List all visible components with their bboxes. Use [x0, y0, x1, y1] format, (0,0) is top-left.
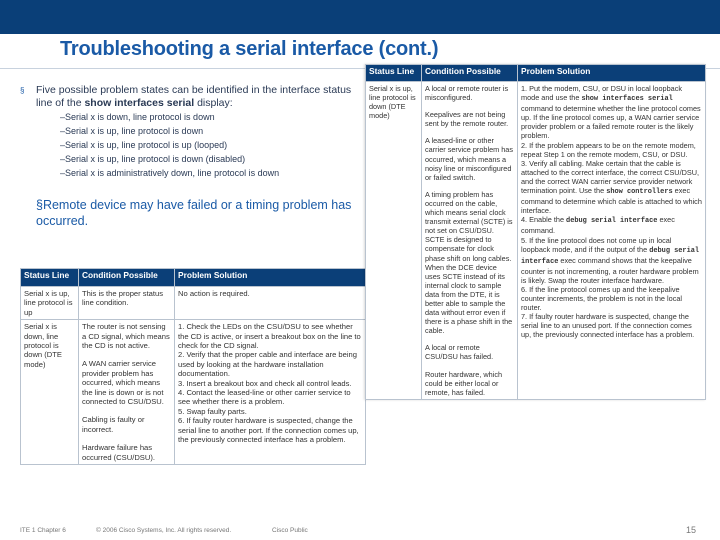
solution-cell: No action is required. [175, 287, 366, 320]
solution-cell: 1. Check the LEDs on the CSU/DSU to see whether the CD is active, or insert a breakout box on the line to check for the CD signal. 2. Verify that the proper cable and interface are being used by looking at the hardware installation documentation. 3. Insert a breakout box and check all control leads. 4. Contact the leased-line or other carrier service to see whether there is a problem. 5. Swap faulty parts. 6. If faulty router hardware is suspected, change the serial line to another port. If the connection comes up, the previously connected interface has a problem. [175, 320, 366, 465]
status-table-right [365, 64, 706, 400]
page-number: 15 [686, 525, 697, 535]
solution-cell: 1. Put the modem, CSU, or DSU in local loopback mode and use the show interfaces serial command to determine whether the line protocol comes up. If the line protocol comes up, a WAN carrier service provider problem or a failed remote router is the likely problem. 2. If the problem appears to be on the remote modem, repeat Step 1 on the remote modem, CSU, or DSU. 3. Verify all cabling. Make certain that the cable is attached to the correct interface, the correct CSU/DSU, and the correct WAN carrier service provider network termination point. Use the show controllers exec command to determine which cable is attached to which interface. 4. Enable the debug serial interface exec command. 5. If the line protocol does not come up in local loopback mode, and if the output of the debug serial interface exec command shows that the keepalive counter is not incrementing, a router hardware problem is likely. Swap the router interface hardware. 6. If the line protocol comes up and the keepalive counter increments, the problem is not in the local router. 7. If faulty router hardware is suspected, change the serial line to an unused port. If the connection comes up, the previously connected interface has a problem. [518, 82, 706, 400]
header-solution: Problem Solution [175, 269, 366, 287]
cmd-show-controllers: show controllers [606, 188, 673, 197]
header-status-line: Status Line [366, 65, 422, 82]
status-cell: Serial x is up, line protocol is down (DTE mode) [366, 82, 422, 400]
condition-cell: A local or remote router is misconfigured. Keepalives are not being sent by the remote router. A leased-line or other carrier service problem has occurred, which means a noisy line or misconfigured or failed switch. A timing problem has occurred on the cable, which means serial clock transmit external (SCTE) is not set on CSU/DSU. SCTE is designed to compensate for clock phase shift on long cables. When the DCE device uses SCTE instead of its internal clock to sample data from the DTE, it is better able to sample the data without error even if there is a phase shift in the cable. A local or remote CSU/DSU has failed. Router hardware, which could be either local or remote, has failed. [422, 82, 518, 400]
list-item: –Serial x is up, line protocol is down (disabled) [60, 154, 246, 164]
show-interfaces-command: show interfaces serial [84, 97, 195, 109]
condition-cell: This is the proper status line condition. [79, 287, 175, 320]
bullet-icon: § [20, 86, 25, 95]
problem-states-list [60, 110, 360, 180]
header-solution: Problem Solution [518, 65, 706, 82]
slide-title: Troubleshooting a serial interface (cont.) [60, 38, 439, 60]
header-status-line: Status Line [21, 269, 79, 287]
header-condition: Condition Possible [79, 269, 175, 287]
list-item: –Serial x is up, line protocol is down [60, 126, 204, 136]
slide-footer [0, 523, 720, 540]
footer-classification: Cisco Public [272, 527, 308, 534]
top-banner [0, 0, 720, 34]
status-cell: Serial x is down, line protocol is down (DTE mode) [21, 320, 79, 465]
remote-device-note: §Remote device may have failed or a timing problem has occurred. [36, 198, 352, 228]
footer-chapter: ITE 1 Chapter 6 [20, 527, 66, 534]
cmd-debug-serial-interface: debug serial interface [521, 246, 700, 266]
footer-copyright: © 2006 Cisco Systems, Inc. All rights reserved. [96, 527, 232, 534]
header-condition: Condition Possible [422, 65, 518, 82]
condition-cell: The router is not sensing a CD signal, which means the CD is not active. A WAN carrier service provider problem has occurred, which means the line is down or is not connected to CSU/DSU. Cabling is faulty or incorrect. Hardware failure has occurred (CSU/DSU). [79, 320, 175, 465]
status-table-left [20, 268, 366, 465]
intro-bullet [20, 84, 360, 110]
intro-text: Five possible problem states can be identified in the interface status line of the show interfaces serial display: [36, 84, 352, 109]
list-item: –Serial x is administratively down, line protocol is down [60, 168, 280, 178]
table-header-row [366, 65, 706, 82]
list-item: –Serial x is down, line protocol is down [60, 112, 215, 122]
table-header-row [21, 269, 366, 287]
cmd-debug-serial-interface: debug serial interface [566, 217, 658, 226]
cmd-show-interfaces-serial: show interfaces serial [581, 95, 673, 104]
list-item: –Serial x is up, line protocol is up (looped) [60, 140, 228, 150]
table-row [21, 320, 366, 465]
table-row [366, 82, 706, 400]
status-cell: Serial x is up, line protocol is up [21, 287, 79, 320]
table-row [21, 287, 366, 320]
